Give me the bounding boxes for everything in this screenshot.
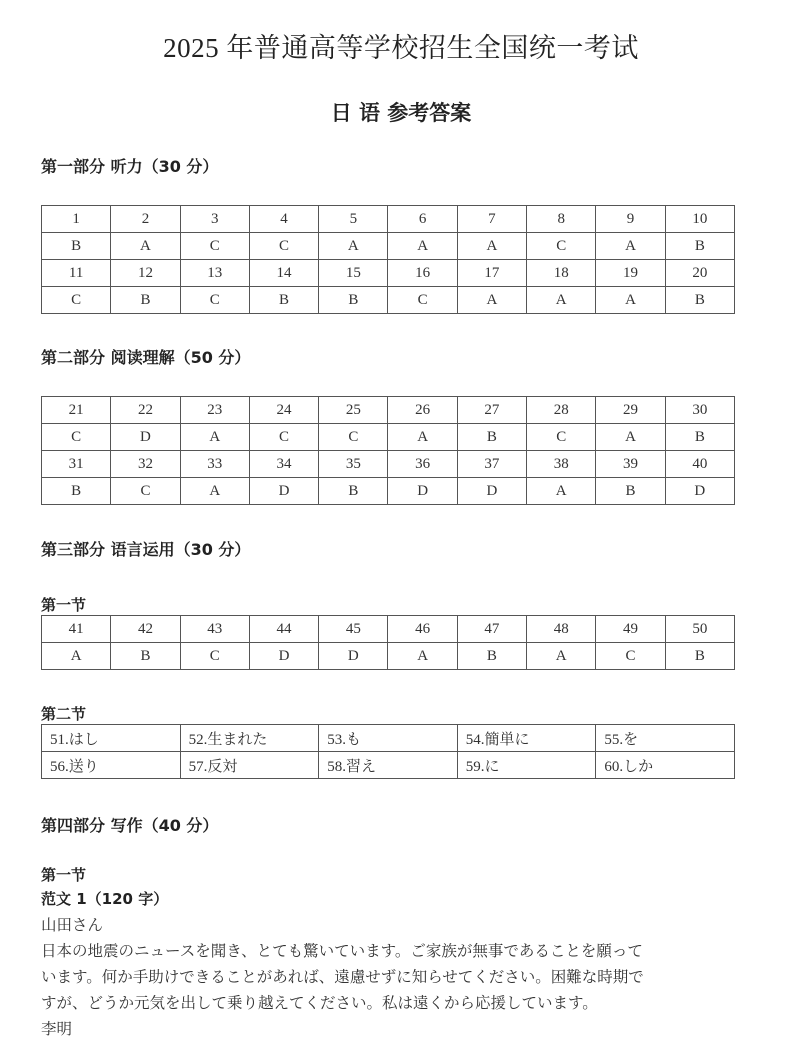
question-number-cell: 20	[665, 260, 734, 287]
answer-cell: 59.に	[457, 752, 596, 779]
question-number-cell: 8	[527, 206, 596, 233]
table-row	[42, 616, 735, 643]
question-number-cell: 17	[457, 260, 526, 287]
question-number-cell: 35	[319, 451, 388, 478]
part4-heading: 第四部分 写作（40 分）	[41, 816, 219, 835]
answer-cell: 54.簡単に	[457, 725, 596, 752]
question-number-cell: 34	[249, 451, 318, 478]
answer-cell: B	[665, 643, 734, 670]
answer-cell: 57.反対	[180, 752, 319, 779]
table-row	[42, 424, 735, 451]
question-number-cell: 10	[665, 206, 734, 233]
question-number-cell: 30	[665, 397, 734, 424]
answer-cell: B	[111, 287, 180, 314]
document-subtitle: 日 语 参考答案	[330, 101, 472, 125]
question-number-cell: 3	[180, 206, 249, 233]
answer-cell: A	[180, 424, 249, 451]
question-number-cell: 26	[388, 397, 457, 424]
answer-cell: A	[388, 643, 457, 670]
part1-heading: 第一部分 听力（30 分）	[41, 157, 219, 176]
question-number-cell: 43	[180, 616, 249, 643]
answer-cell: A	[527, 643, 596, 670]
question-number-cell: 36	[388, 451, 457, 478]
question-number-cell: 37	[457, 451, 526, 478]
answer-cell: A	[596, 287, 665, 314]
question-number-cell: 2	[111, 206, 180, 233]
answer-cell: B	[596, 478, 665, 505]
answer-cell: 53.も	[319, 725, 458, 752]
question-number-cell: 49	[596, 616, 665, 643]
answer-cell: A	[527, 287, 596, 314]
question-number-cell: 6	[388, 206, 457, 233]
answer-cell: C	[180, 643, 249, 670]
answer-cell: A	[180, 478, 249, 505]
answer-cell: A	[388, 424, 457, 451]
answer-cell: B	[319, 287, 388, 314]
answer-cell: C	[388, 287, 457, 314]
question-number-cell: 28	[527, 397, 596, 424]
question-number-cell: 50	[665, 616, 734, 643]
essay-signature: 李明	[41, 1020, 73, 1038]
question-number-cell: 24	[249, 397, 318, 424]
answer-cell: C	[111, 478, 180, 505]
question-number-cell: 23	[180, 397, 249, 424]
answer-cell: 55.を	[596, 725, 735, 752]
part3-section2-table	[41, 724, 735, 779]
answer-cell: A	[596, 424, 665, 451]
answer-cell: B	[665, 233, 734, 260]
question-number-cell: 9	[596, 206, 665, 233]
answer-cell: D	[111, 424, 180, 451]
table-row	[42, 478, 735, 505]
question-number-cell: 7	[457, 206, 526, 233]
answer-cell: A	[111, 233, 180, 260]
answer-cell: C	[527, 233, 596, 260]
answer-cell: D	[457, 478, 526, 505]
answer-cell: B	[42, 478, 111, 505]
question-number-cell: 13	[180, 260, 249, 287]
answer-cell: B	[665, 424, 734, 451]
essay-salutation: 山田さん	[41, 916, 104, 934]
answer-cell: B	[111, 643, 180, 670]
answer-cell: C	[42, 424, 111, 451]
part4-section1-label: 第一节	[41, 866, 87, 884]
table-row	[42, 643, 735, 670]
table-row	[42, 725, 735, 752]
question-number-cell: 29	[596, 397, 665, 424]
answer-cell: B	[319, 478, 388, 505]
answer-cell: D	[249, 643, 318, 670]
question-number-cell: 47	[457, 616, 526, 643]
answer-cell: A	[457, 287, 526, 314]
question-number-cell: 39	[596, 451, 665, 478]
question-number-cell: 14	[249, 260, 318, 287]
answer-cell: 56.送り	[42, 752, 181, 779]
question-number-cell: 38	[527, 451, 596, 478]
answer-cell: C	[180, 287, 249, 314]
question-number-cell: 32	[111, 451, 180, 478]
answer-cell: 52.生まれた	[180, 725, 319, 752]
answer-cell: A	[388, 233, 457, 260]
answer-cell: B	[457, 643, 526, 670]
table-row	[42, 287, 735, 314]
question-number-cell: 5	[319, 206, 388, 233]
part3-section1-label: 第一节	[41, 596, 87, 614]
answer-cell: B	[42, 233, 111, 260]
part3-section2-label: 第二节	[41, 705, 87, 723]
question-number-cell: 45	[319, 616, 388, 643]
answer-cell: A	[319, 233, 388, 260]
table-row	[42, 451, 735, 478]
question-number-cell: 1	[42, 206, 111, 233]
question-number-cell: 21	[42, 397, 111, 424]
question-number-cell: 4	[249, 206, 318, 233]
answer-cell: B	[249, 287, 318, 314]
answer-cell: C	[42, 287, 111, 314]
answer-cell: B	[457, 424, 526, 451]
question-number-cell: 25	[319, 397, 388, 424]
part2-answer-table	[41, 396, 735, 505]
table-row	[42, 233, 735, 260]
table-row	[42, 752, 735, 779]
answer-cell: C	[249, 424, 318, 451]
part1-answer-table	[41, 205, 735, 314]
answer-cell: C	[249, 233, 318, 260]
question-number-cell: 33	[180, 451, 249, 478]
answer-cell: D	[388, 478, 457, 505]
question-number-cell: 12	[111, 260, 180, 287]
part3-heading: 第三部分 语言运用（30 分）	[41, 540, 251, 559]
question-number-cell: 27	[457, 397, 526, 424]
essay-line-2: います。何か手助けできることがあれば、遠慮せずに知らせてください。困難な時期で	[41, 968, 644, 986]
answer-cell: B	[665, 287, 734, 314]
table-row	[42, 260, 735, 287]
answer-cell: 51.はし	[42, 725, 181, 752]
answer-cell: C	[319, 424, 388, 451]
question-number-cell: 41	[42, 616, 111, 643]
question-number-cell: 16	[388, 260, 457, 287]
question-number-cell: 15	[319, 260, 388, 287]
question-number-cell: 40	[665, 451, 734, 478]
question-number-cell: 18	[527, 260, 596, 287]
part2-heading: 第二部分 阅读理解（50 分）	[41, 348, 251, 367]
answer-cell: D	[665, 478, 734, 505]
answer-cell: D	[249, 478, 318, 505]
answer-cell: C	[527, 424, 596, 451]
question-number-cell: 42	[111, 616, 180, 643]
answer-cell: 60.しか	[596, 752, 735, 779]
answer-cell: A	[596, 233, 665, 260]
essay-line-3: すが、どうか元気を出して乗り越えてください。私は遠くから応援しています。	[41, 994, 598, 1012]
sample-essay-title: 范文 1（120 字）	[41, 890, 169, 908]
answer-cell: C	[180, 233, 249, 260]
question-number-cell: 11	[42, 260, 111, 287]
question-number-cell: 31	[42, 451, 111, 478]
answer-cell: 58.習え	[319, 752, 458, 779]
question-number-cell: 48	[527, 616, 596, 643]
question-number-cell: 19	[596, 260, 665, 287]
answer-cell: D	[319, 643, 388, 670]
part3-section1-table	[41, 615, 735, 670]
question-number-cell: 22	[111, 397, 180, 424]
table-row	[42, 206, 735, 233]
document-title: 2025 年普通高等学校招生全国统一考试	[163, 33, 639, 63]
question-number-cell: 46	[388, 616, 457, 643]
question-number-cell: 44	[249, 616, 318, 643]
answer-cell: A	[42, 643, 111, 670]
answer-cell: A	[457, 233, 526, 260]
essay-line-1: 日本の地震のニュースを聞き、とても驚いています。ご家族が無事であることを願って	[41, 942, 643, 960]
answer-cell: C	[596, 643, 665, 670]
table-row	[42, 397, 735, 424]
answer-cell: A	[527, 478, 596, 505]
